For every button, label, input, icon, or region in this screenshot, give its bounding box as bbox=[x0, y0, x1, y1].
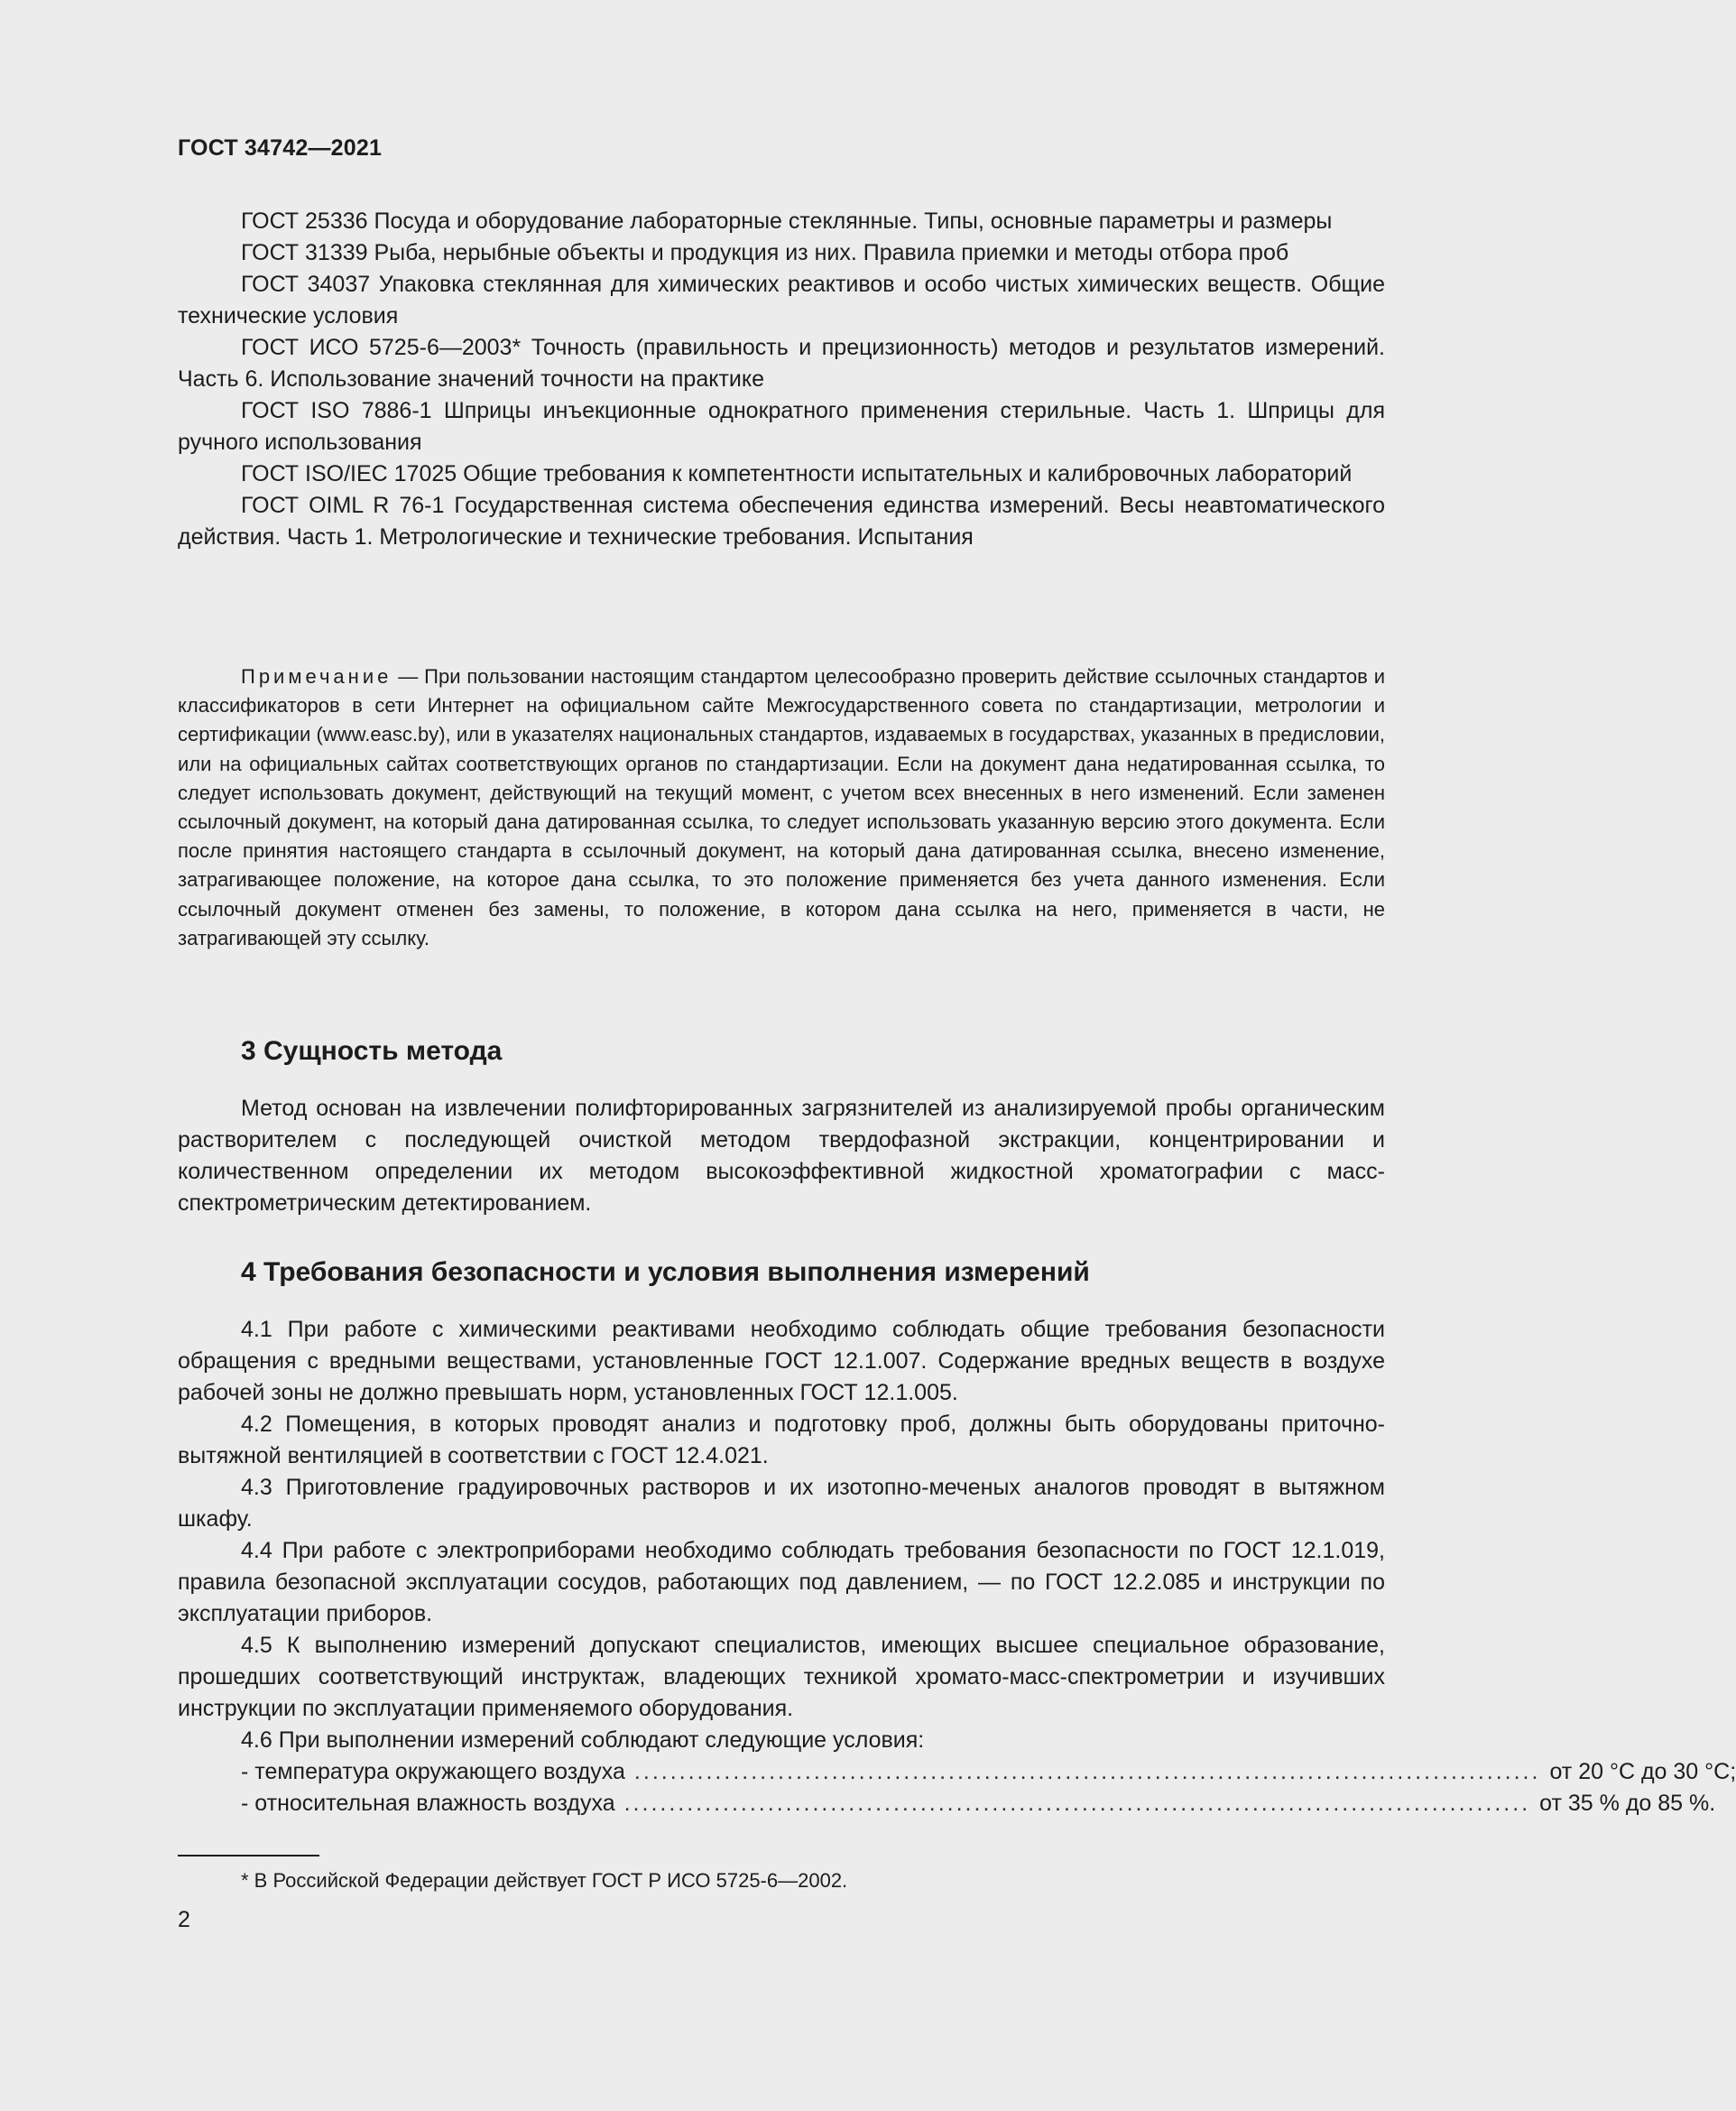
section-3-body bbox=[178, 1093, 1385, 1219]
leader-dots: ..................................................................................................... bbox=[633, 1759, 1541, 1784]
leader-dots: ..................................................................................................... bbox=[623, 1791, 1531, 1816]
clause-4-3: 4.3 Приготовление градуировочных растворов и их изотопно-меченых аналогов проводят в вытяжном шкафу. bbox=[178, 1475, 1385, 1532]
clause-4-1: 4.1 При работе с химическими реактивами необходимо соблюдать общие требования безопасности обращения с вредными веществами, установленные ГОСТ 12.1.007. Содержание вредных веществ в воздухе рабочей зоны не должно превышать норм, установленных ГОСТ 12.1.005. bbox=[178, 1317, 1385, 1405]
reference-item: ГОСТ ISO 7886-1 Шприцы инъекционные однократного применения стерильные. Часть 1. Шприцы для ручного использования bbox=[178, 398, 1385, 455]
section-4-title: 4 Требования безопасности и условия выполнения измерений bbox=[241, 1257, 1090, 1287]
clause-4-5: 4.5 К выполнению измерений допускают специалистов, имеющих высшее специальное образование, прошедших соответствующий инструктаж, владеющих техникой хромато-масс-спектрометрии и изучивших инструкции по эксплуатации применяемого оборудования. bbox=[178, 1633, 1385, 1721]
references-note bbox=[178, 662, 1385, 953]
condition-value: от 35 % до 85 %. bbox=[1539, 1791, 1716, 1816]
document-header-id: ГОСТ 34742—2021 bbox=[178, 135, 383, 161]
page-number: 2 bbox=[178, 1907, 190, 1932]
reference-item: ГОСТ 34037 Упаковка стеклянная для химических реактивов и особо чистых химических веществ. Общие технические условия bbox=[178, 272, 1385, 329]
reference-item: ГОСТ 31339 Рыба, нерыбные объекты и продукция из них. Правила приемки и методы отбора проб bbox=[241, 240, 1289, 265]
condition-value: от 20 °С до 30 °С; bbox=[1549, 1759, 1736, 1784]
condition-label: - относительная влажность воздуха bbox=[241, 1791, 615, 1816]
clause-4-2: 4.2 Помещения, в которых проводят анализ и подготовку проб, должны быть оборудованы приточно-вытяжной вентиляцией в соответствии с ГОСТ 12.4.021. bbox=[178, 1412, 1385, 1468]
clause-4-6: 4.6 При выполнении измерений соблюдают следующие условия: bbox=[241, 1727, 925, 1753]
footnote-separator bbox=[178, 1855, 319, 1856]
note-label: Примечание bbox=[241, 665, 392, 688]
reference-item: ГОСТ 25336 Посуда и оборудование лабораторные стеклянные. Типы, основные параметры и размеры bbox=[241, 208, 1333, 234]
reference-item: ГОСТ ISO/IEC 17025 Общие требования к компетентности испытательных и калибровочных лабораторий bbox=[241, 461, 1353, 486]
document-page bbox=[178, 0, 1736, 2111]
reference-item: ГОСТ OIML R 76-1 Государственная система обеспечения единства измерений. Весы неавтоматического действия. Часть 1. Метрологические и технические требования. Испытания bbox=[178, 493, 1385, 550]
condition-row-humidity bbox=[178, 1788, 1716, 1819]
normative-references-list bbox=[178, 206, 1385, 553]
condition-label: - температура окружающего воздуха bbox=[241, 1759, 625, 1784]
note-text: — При пользовании настоящим стандартом целесообразно проверить действие ссылочных стандартов и классификаторов в сети Интернет на официальном сайте Межгосударственного совета по стандартизации, метрологии и сертификации (www.easc.by), или в указателях национальных стандартов, издаваемых в государствах, указанных в предисловии, или на официальных сайтах соответствующих органов по стандартизации. Если на документ дана недатированная ссылка, то следует использовать документ, действующий на текущий момент, с учетом всех внесенных в него изменений. Если заменен ссылочный документ, на который дана датированная ссылка, то следует использовать указанную версию этого документа. Если после принятия настоящего стандарта в ссылочный документ, на который дана датированная ссылка, внесено изменение, затрагивающее положение, на которое дана ссылка, то это положение применяется без учета данного изменения. Если ссылочный документ отменен без замены, то положение, в котором дана ссылка на него, применяется в части, не затрагивающей эту ссылку. bbox=[178, 665, 1385, 949]
clause-4-4: 4.4 При работе с электроприборами необходимо соблюдать требования безопасности по ГОСТ 12.1.019, правила безопасной эксплуатации сосудов, работающих под давлением, — по ГОСТ 12.2.085 и инструкции по эксплуатации приборов. bbox=[178, 1538, 1385, 1626]
section-4-body bbox=[178, 1314, 1736, 1819]
reference-item: ГОСТ ИСО 5725-6—2003* Точность (правильность и прецизионность) методов и результатов измерений. Часть 6. Использование значений точности на практике bbox=[178, 335, 1385, 392]
section-3-title: 3 Сущность метода bbox=[241, 1036, 503, 1066]
footnote: * В Российской Федерации действует ГОСТ Р ИСО 5725-6—2002. bbox=[241, 1869, 848, 1892]
condition-row-temperature bbox=[178, 1756, 1736, 1788]
section-3-paragraph: Метод основан на извлечении полифторированных загрязнителей из анализируемой пробы органическим растворителем с последующей очисткой методом твердофазной экстракции, концентрировании и количественном определении их методом высокоэффективной жидкостной хроматографии с масс-спектрометрическим детектированием. bbox=[178, 1096, 1385, 1216]
